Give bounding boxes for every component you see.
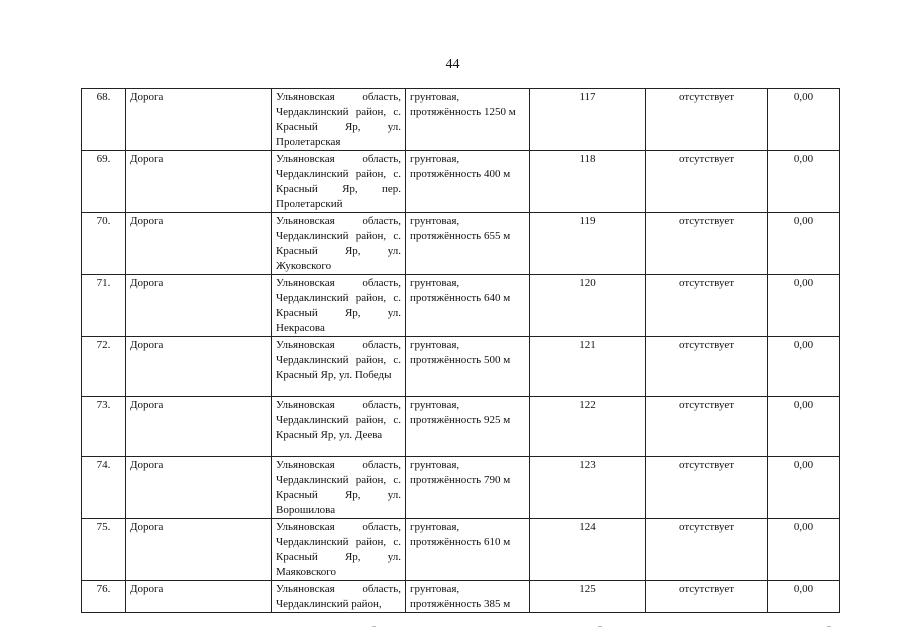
object-name: Дорога: [126, 151, 272, 213]
object-name: Дорога: [126, 213, 272, 275]
scan-mark: [598, 626, 602, 627]
table-row: [82, 213, 840, 275]
row-number: 73.: [82, 397, 126, 457]
object-value: 0,00: [768, 581, 840, 613]
table-row: [82, 581, 840, 613]
object-encumbrance: отсутствует: [646, 89, 768, 151]
object-encumbrance: отсутствует: [646, 275, 768, 337]
row-number: 74.: [82, 457, 126, 519]
object-id: 122: [530, 397, 646, 457]
object-name: Дорога: [126, 581, 272, 613]
object-encumbrance: отсутствует: [646, 519, 768, 581]
object-name: Дорога: [126, 89, 272, 151]
object-description: грунтовая, протяжённость 640 м: [406, 275, 530, 337]
object-description: грунтовая, протяжённость 655 м: [406, 213, 530, 275]
object-id: 125: [530, 581, 646, 613]
object-name: Дорога: [126, 457, 272, 519]
table-row: [82, 337, 840, 397]
object-value: 0,00: [768, 275, 840, 337]
object-id: 117: [530, 89, 646, 151]
table-row: [82, 519, 840, 581]
object-value: 0,00: [768, 151, 840, 213]
row-number: 75.: [82, 519, 126, 581]
object-address: Ульяновская область, Чердаклинский район, с. Красный Яр, ул. Маяковского: [272, 519, 406, 581]
object-encumbrance: отсутствует: [646, 397, 768, 457]
row-number: 72.: [82, 337, 126, 397]
object-encumbrance: отсутствует: [646, 151, 768, 213]
object-address: Ульяновская область, Чердаклинский район, с. Красный Яр, пер. Пролетарский: [272, 151, 406, 213]
object-description: грунтовая, протяжённость 500 м: [406, 337, 530, 397]
object-value: 0,00: [768, 457, 840, 519]
object-description: грунтовая, протяжённость 610 м: [406, 519, 530, 581]
table-row: [82, 89, 840, 151]
object-value: 0,00: [768, 337, 840, 397]
object-id: 124: [530, 519, 646, 581]
object-address: Ульяновская область, Чердаклинский район, с. Красный Яр, ул. Пролетарская: [272, 89, 406, 151]
scan-mark: [372, 626, 376, 627]
table-row: [82, 151, 840, 213]
object-value: 0,00: [768, 397, 840, 457]
object-description: грунтовая, протяжённость 385 м: [406, 581, 530, 613]
property-registry-table: [81, 88, 840, 613]
object-address: Ульяновская область, Чердаклинский район, с. Красный Яр, ул. Деева: [272, 397, 406, 457]
row-number: 68.: [82, 89, 126, 151]
object-description: грунтовая, протяжённость 400 м: [406, 151, 530, 213]
object-encumbrance: отсутствует: [646, 213, 768, 275]
object-id: 119: [530, 213, 646, 275]
table-row: [82, 275, 840, 337]
object-description: грунтовая, протяжённость 925 м: [406, 397, 530, 457]
object-name: Дорога: [126, 337, 272, 397]
object-encumbrance: отсутствует: [646, 457, 768, 519]
object-address: Ульяновская область, Чердаклинский район,: [272, 581, 406, 613]
object-description: грунтовая, протяжённость 790 м: [406, 457, 530, 519]
row-number: 71.: [82, 275, 126, 337]
row-number: 70.: [82, 213, 126, 275]
table-row: [82, 457, 840, 519]
scan-edge-marks: [0, 626, 905, 630]
object-id: 120: [530, 275, 646, 337]
object-name: Дорога: [126, 275, 272, 337]
row-number: 76.: [82, 581, 126, 613]
object-value: 0,00: [768, 213, 840, 275]
scan-mark: [827, 626, 831, 627]
object-address: Ульяновская область, Чердаклинский район, с. Красный Яр, ул. Некрасова: [272, 275, 406, 337]
row-number: 69.: [82, 151, 126, 213]
table-row: [82, 397, 840, 457]
object-address: Ульяновская область, Чердаклинский район, с. Красный Яр, ул. Ворошилова: [272, 457, 406, 519]
object-value: 0,00: [768, 519, 840, 581]
object-encumbrance: отсутствует: [646, 337, 768, 397]
object-address: Ульяновская область, Чердаклинский район, с. Красный Яр, ул. Победы: [272, 337, 406, 397]
object-id: 123: [530, 457, 646, 519]
object-id: 118: [530, 151, 646, 213]
object-encumbrance: отсутствует: [646, 581, 768, 613]
object-description: грунтовая, протяжённость 1250 м: [406, 89, 530, 151]
object-address: Ульяновская область, Чердаклинский район, с. Красный Яр, ул. Жуковского: [272, 213, 406, 275]
object-id: 121: [530, 337, 646, 397]
object-value: 0,00: [768, 89, 840, 151]
page-number: 44: [445, 57, 460, 72]
object-name: Дорога: [126, 397, 272, 457]
object-name: Дорога: [126, 519, 272, 581]
